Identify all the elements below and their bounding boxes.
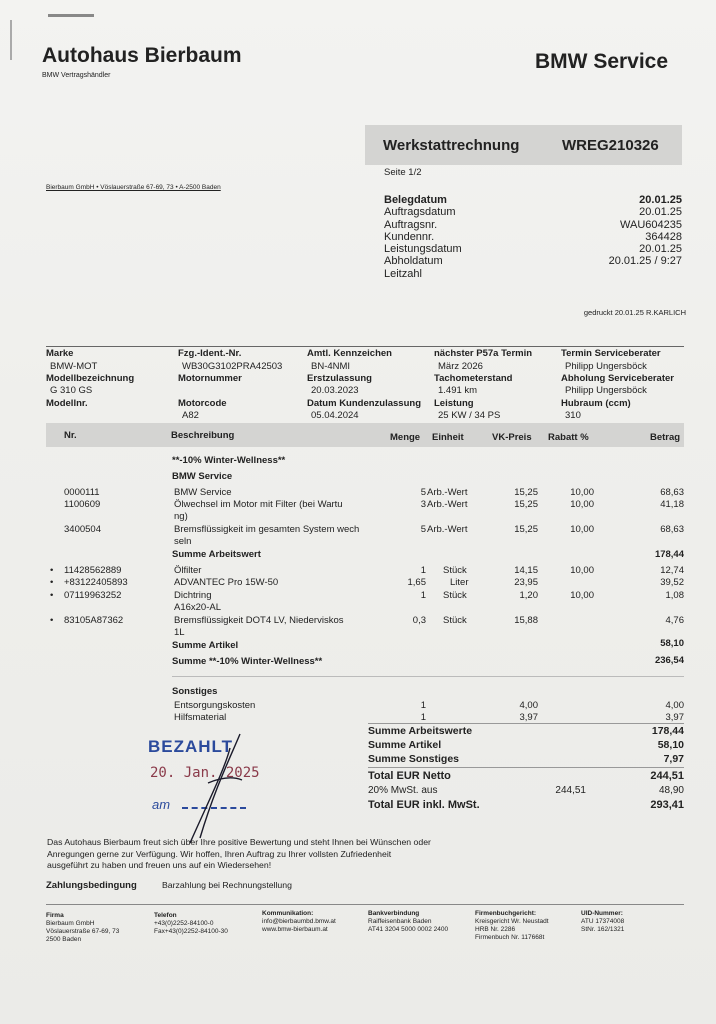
vehicle-label-plate: Amtl. Kennzeichen xyxy=(307,348,392,359)
total-gross-label: Total EUR inkl. MwSt. xyxy=(368,799,480,811)
footer-firma-l1: Bierbaum GmbH xyxy=(46,920,95,927)
col-menge: Menge xyxy=(390,432,421,443)
other-0-qty: 1 xyxy=(420,700,426,711)
other-1-desc: Hilfsmaterial xyxy=(174,712,227,723)
invoice-meta-labels xyxy=(384,194,462,280)
staple-mark-side xyxy=(10,20,12,60)
col-vk-preis: VK-Preis xyxy=(492,432,532,443)
meta-value-2: WAU604235 xyxy=(620,218,682,231)
meta-label-0: Belegdatum xyxy=(384,194,447,206)
vehicle-label-motor: Motornummer xyxy=(178,373,242,384)
footer-reg-l2: HRB Nr. 2286 xyxy=(475,926,516,933)
meta-label-3: Kundennr. xyxy=(384,230,435,243)
other-0-desc: Entsorgungskosten xyxy=(174,700,256,711)
footer-col-telefon xyxy=(154,912,228,936)
total-other-label: Summe Sonstiges xyxy=(368,753,460,765)
article-2-desc: Dichtring xyxy=(174,590,212,601)
invoice-number: WREG210326 xyxy=(562,137,659,154)
footer-col-kommunikation xyxy=(262,910,336,934)
article-3-unit: Stück xyxy=(443,615,467,626)
vehicle-label-modelnr: Modellnr. xyxy=(46,398,88,409)
total-articles-label: Summe Artikel xyxy=(368,739,442,751)
vehicle-value-km: 1.491 km xyxy=(438,385,478,396)
footer-reg-l3: Firmenbuch Nr. 117668t xyxy=(475,934,545,941)
footer-komm-l2: www.bmw-bierbaum.at xyxy=(262,926,328,933)
vehicle-value-ccm: 310 xyxy=(565,410,581,421)
article-2-qty: 1 xyxy=(420,590,426,601)
footer-col-uid xyxy=(581,910,624,934)
article-1-price: 23,95 xyxy=(514,577,538,588)
vehicle-label-ez: Erstzulassung xyxy=(307,373,372,384)
other-0-amount: 4,00 xyxy=(665,700,684,711)
article-3-bullet: • xyxy=(50,615,54,626)
labor-0-price: 15,25 xyxy=(514,487,538,498)
sender-line: Bierbaum GmbH • Vöslauerstraße 67-69, 73 • A-2500 Baden xyxy=(46,184,221,191)
vehicle-value-p57a: März 2026 xyxy=(438,361,483,372)
article-3-amount: 4,76 xyxy=(665,615,684,626)
labor-2-unit: Arb.-Wert xyxy=(427,524,468,535)
footer-reg-l1: Kreisgericht Wr. Neustadt xyxy=(475,918,549,925)
vat-base: 244,51 xyxy=(555,785,586,796)
printed-by: gedruckt 20.01.25 R.KARLICH xyxy=(583,308,686,317)
paid-stamp-date: 20. Jan. 2025 xyxy=(150,765,260,781)
labor-2-qty: 5 xyxy=(420,524,426,535)
footer-col-firma xyxy=(46,912,119,944)
invoice-title: Werkstattrechnung xyxy=(383,137,520,154)
dealer-subtitle: BMW Vertragshändler xyxy=(42,72,111,79)
col-rabatt: Rabatt % xyxy=(548,432,589,443)
article-0-bullet: • xyxy=(50,565,54,576)
labor-0-discount: 10,00 xyxy=(570,487,594,498)
footer-komm-title: Kommunikation: xyxy=(262,910,314,917)
vehicle-value-fin: WB30G3102PRA42503 xyxy=(182,361,283,372)
labor-2-nr: 3400504 xyxy=(64,524,101,535)
brand-service: BMW Service xyxy=(535,50,669,73)
vehicle-value-motorcode: A82 xyxy=(182,410,199,421)
article-1-bullet: • xyxy=(50,577,54,588)
footer-bank-l2: AT41 3204 5000 0002 2400 xyxy=(368,926,449,933)
sum-articles-value: 58,10 xyxy=(660,638,684,649)
footer-col-bank xyxy=(368,910,448,934)
dealer-name: Autohaus Bierbaum xyxy=(42,44,242,67)
footer-col-register xyxy=(475,910,549,942)
article-3-desc2: 1L xyxy=(174,627,185,638)
thank-you-note xyxy=(47,837,431,872)
payment-terms-label: Zahlungsbedingung xyxy=(46,880,137,891)
vehicle-label-customer-date: Datum Kundenzulassung xyxy=(307,398,422,409)
note-line-0: Das Autohaus Bierbaum freut sich über Ihre positive Bewertung und steht Ihnen bei Wünschen oder xyxy=(47,837,431,847)
vehicle-label-power: Leistung xyxy=(434,398,474,409)
vat-value: 48,90 xyxy=(658,785,684,796)
article-0-price: 14,15 xyxy=(514,565,538,576)
labor-1-desc: Ölwechsel im Motor mit Filter (bei Wartu xyxy=(174,499,343,510)
meta-value-0: 20.01.25 xyxy=(639,194,682,206)
footer-bank-l1: Raiffeisenbank Baden xyxy=(368,918,432,925)
paid-stamp-title: BEZAHLT xyxy=(148,737,234,756)
sum-winter-label: Summe **-10% Winter-Wellness** xyxy=(172,656,323,667)
article-3-desc: Bremsflüssigkeit DOT4 LV, Niederviskos xyxy=(174,615,344,626)
col-beschreibung: Beschreibung xyxy=(171,430,235,441)
meta-label-2: Auftragsnr. xyxy=(384,218,438,231)
footer-firma-l2: Vöslauerstraße 67-69, 73 xyxy=(46,928,120,935)
footer-telefon-title: Telefon xyxy=(154,912,177,919)
total-articles-value: 58,10 xyxy=(657,739,684,751)
meta-value-5: 20.01.25 / 9:27 xyxy=(608,255,682,268)
article-2-price: 1,20 xyxy=(519,590,538,601)
vehicle-label-fin: Fzg.-Ident.-Nr. xyxy=(178,348,242,359)
total-net-label: Total EUR Netto xyxy=(368,770,451,782)
labor-0-nr: 0000111 xyxy=(64,487,100,498)
labor-0-qty: 5 xyxy=(420,487,426,498)
article-1-unit: Liter xyxy=(450,577,469,588)
footer-uid-l1: ATU 17374008 xyxy=(581,918,625,925)
labor-2-price: 15,25 xyxy=(514,524,538,535)
article-2-desc2: A16x20-AL xyxy=(174,602,222,613)
article-3-nr: 83105A87362 xyxy=(64,615,124,626)
article-1-desc: ADVANTEC Pro 15W-50 xyxy=(174,577,279,588)
vehicle-label-ccm: Hubraum (ccm) xyxy=(561,398,631,409)
vehicle-label-model: Modellbezeichnung xyxy=(46,373,135,384)
article-0-qty: 1 xyxy=(420,565,426,576)
labor-0-unit: Arb.-Wert xyxy=(427,487,468,498)
col-nr: Nr. xyxy=(64,430,77,441)
staple-mark xyxy=(48,14,94,17)
col-betrag: Betrag xyxy=(650,432,681,443)
page-indicator: Seite 1/2 xyxy=(384,167,422,178)
vehicle-label-motorcode: Motorcode xyxy=(178,398,227,409)
labor-2-desc: Bremsflüssigkeit im gesamten System wech xyxy=(174,524,360,535)
signature-scribble xyxy=(170,728,250,848)
labor-1-desc2: ng) xyxy=(174,511,188,522)
vehicle-value-power: 25 KW / 34 PS xyxy=(438,410,501,421)
sum-articles-label: Summe Artikel xyxy=(172,640,239,651)
vehicle-value-termin: Philipp Ungersböck xyxy=(565,361,647,372)
total-labor-label: Summe Arbeitswerte xyxy=(368,725,473,737)
article-2-discount: 10,00 xyxy=(570,590,594,601)
meta-label-4: Leistungsdatum xyxy=(384,243,462,256)
vehicle-value-plate: BN-4NMI xyxy=(311,361,351,372)
labor-2-desc2: seln xyxy=(174,536,192,547)
note-line-2: ausgeführt zu haben und freuen uns auf ein Wiedersehen! xyxy=(47,860,272,870)
vehicle-value-ez: 20.03.2023 xyxy=(311,385,359,396)
meta-label-1: Auftragsdatum xyxy=(384,206,456,219)
total-other-value: 7,97 xyxy=(663,753,684,765)
invoice-meta-values xyxy=(560,194,682,268)
vehicle-value-customer-date: 05.04.2024 xyxy=(311,410,359,421)
vehicle-label-pickup: Abholung Serviceberater xyxy=(561,373,674,384)
article-1-nr: +83122405893 xyxy=(64,577,128,588)
col-einheit: Einheit xyxy=(432,432,464,443)
vehicle-value-model: G 310 GS xyxy=(50,385,93,396)
footer-bank-title: Bankverbindung xyxy=(368,910,420,917)
labor-1-unit: Arb.-Wert xyxy=(427,499,468,510)
other-1-amount: 3,97 xyxy=(665,712,684,723)
labor-1-amount: 41,18 xyxy=(660,499,684,510)
labor-1-qty: 3 xyxy=(420,499,426,510)
meta-value-3: 364428 xyxy=(645,230,682,243)
section-bmw-service: BMW Service xyxy=(172,471,233,482)
labor-1-nr: 1100609 xyxy=(64,499,101,510)
meta-label-6: Leitzahl xyxy=(384,267,422,280)
article-0-amount: 12,74 xyxy=(660,565,684,576)
labor-1-price: 15,25 xyxy=(514,499,538,510)
article-2-bullet: • xyxy=(50,590,54,601)
sum-labor-label: Summe Arbeitswert xyxy=(172,549,261,560)
article-0-unit: Stück xyxy=(443,565,467,576)
section-winter-title: **-10% Winter-Wellness** xyxy=(172,455,286,466)
footer-komm-l1: info@bierbaumbd.bmw.at xyxy=(262,918,336,925)
labor-0-desc: BMW Service xyxy=(174,487,232,498)
meta-value-4: 20.01.25 xyxy=(639,243,682,256)
footer-telefon-l1: +43(0)2252-84100-0 xyxy=(154,920,214,927)
article-0-nr: 11428562889 xyxy=(64,565,122,576)
vehicle-value-marke: BMW-MOT xyxy=(50,361,98,372)
article-2-amount: 1,08 xyxy=(665,590,684,601)
total-labor-value: 178,44 xyxy=(651,725,684,737)
labor-2-discount: 10,00 xyxy=(570,524,594,535)
article-1-amount: 39,52 xyxy=(660,577,684,588)
sum-winter-value: 236,54 xyxy=(654,655,684,666)
footer-uid-l2: StNr. 162/1321 xyxy=(581,926,625,933)
meta-label-5: Abholdatum xyxy=(384,255,443,268)
labor-1-discount: 10,00 xyxy=(570,499,594,510)
article-3-price: 15,88 xyxy=(514,615,538,626)
payment-terms-value: Barzahlung bei Rechnungstellung xyxy=(162,880,292,890)
footer-firma-l3: 2500 Baden xyxy=(46,936,82,943)
vehicle-label-termin: Termin Serviceberater xyxy=(561,348,661,359)
paid-stamp-by: am xyxy=(152,797,171,812)
vehicle-label-km: Tachometerstand xyxy=(434,373,513,384)
other-0-price: 4,00 xyxy=(519,700,538,711)
note-line-1: Anregungen gerne zur Verfügung. Wir hoffen, Ihren Auftrag zu Ihrer vollsten Zufriedenheit xyxy=(47,848,392,859)
vehicle-value-pickup: Philipp Ungersböck xyxy=(565,385,647,396)
vehicle-label-p57a: nächster P57a Termin xyxy=(434,348,533,359)
article-0-desc: Ölfilter xyxy=(174,565,202,576)
article-3-qty: 0,3 xyxy=(412,615,426,626)
labor-2-amount: 68,63 xyxy=(660,524,684,535)
section-sonstiges: Sonstiges xyxy=(172,686,218,697)
sum-labor-value: 178,44 xyxy=(654,549,684,560)
vat-label: 20% MwSt. aus xyxy=(368,785,438,796)
footer-uid-title: UID-Nummer: xyxy=(581,910,623,917)
article-2-nr: 07119963252 xyxy=(64,590,122,601)
article-2-unit: Stück xyxy=(443,590,467,601)
total-net-value: 244,51 xyxy=(650,770,684,782)
total-gross-value: 293,41 xyxy=(650,799,684,811)
other-1-price: 3,97 xyxy=(519,712,538,723)
labor-0-amount: 68,63 xyxy=(660,487,684,498)
article-1-qty: 1,65 xyxy=(407,577,426,588)
footer-telefon-l2: Fax+43(0)2252-84100-30 xyxy=(154,928,228,935)
article-0-discount: 10,00 xyxy=(570,565,594,576)
footer-firma-title: Firma xyxy=(46,912,64,919)
other-1-qty: 1 xyxy=(420,712,426,723)
meta-value-1: 20.01.25 xyxy=(639,206,682,219)
footer-reg-title: Firmenbuchgericht: xyxy=(475,910,537,917)
vehicle-label-marke: Marke xyxy=(46,348,74,359)
